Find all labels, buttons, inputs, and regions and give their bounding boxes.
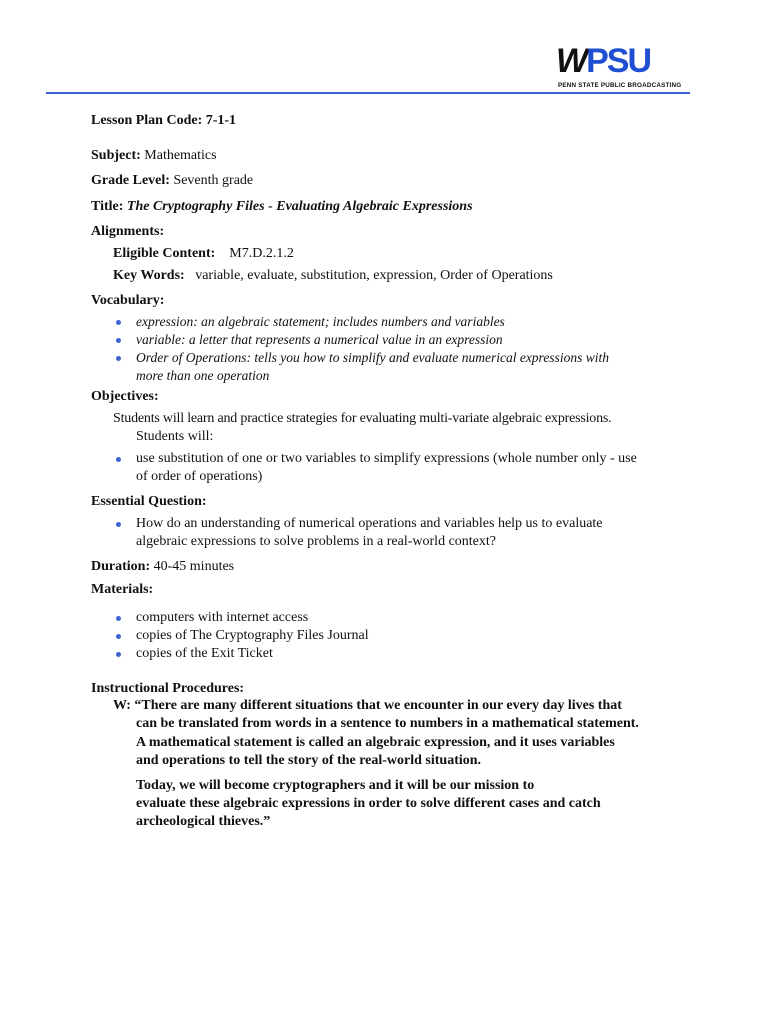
subject-value: Mathematics xyxy=(144,148,217,163)
bullet-icon xyxy=(116,522,121,527)
grade-line xyxy=(91,172,253,190)
duration-label: Duration: xyxy=(91,559,151,574)
bullet-icon xyxy=(116,457,121,462)
material-item: copies of The Cryptography Files Journal xyxy=(136,628,369,643)
procedure-line: archeological thieves.” xyxy=(136,814,271,829)
keywords-label: Key Words: xyxy=(113,268,185,283)
title-line xyxy=(91,198,473,216)
grade-label: Grade Level: xyxy=(91,173,170,188)
duration-value: 40-45 minutes xyxy=(153,559,235,574)
title-label: Title: xyxy=(91,199,124,214)
vocab-item: Order of Operations: tells you how to simplify and evaluate numerical expressions with xyxy=(136,350,609,365)
objective-item: use substitution of one or two variables to simplify expressions (whole number only - use xyxy=(136,451,637,466)
keywords-line xyxy=(113,267,553,285)
bullet-icon xyxy=(116,320,121,325)
logo-w: W xyxy=(556,42,587,80)
objective-item-continued: of order of operations) xyxy=(136,469,263,484)
bullet-icon xyxy=(116,356,121,361)
lesson-code-label: Lesson Plan Code: xyxy=(91,113,203,128)
bullet-icon xyxy=(116,616,121,621)
procedures-heading: Instructional Procedures: xyxy=(91,681,245,696)
objectives-intro: Students will learn and practice strategies for evaluating multi-variate algebraic expressions. xyxy=(113,411,612,426)
procedure-line: and operations to tell the story of the real-world situation. xyxy=(136,753,482,768)
logo-tagline: PENN STATE PUBLIC BROADCASTING xyxy=(558,82,682,89)
procedure-line: can be translated from words in a sentence to numbers in a mathematical statement. xyxy=(136,716,639,731)
title-value: The Cryptography Files - Evaluating Algebraic Expressions xyxy=(126,199,473,214)
procedure-line: Today, we will become cryptographers and it will be our mission to xyxy=(136,778,535,793)
subject-line xyxy=(91,147,217,165)
eligible-content-label: Eligible Content: xyxy=(113,246,216,261)
logo-mark xyxy=(556,44,682,78)
essential-question-line: algebraic expressions to solve problems in a real-world context? xyxy=(136,534,496,549)
essential-question-line: How do an understanding of numerical operations and variables help us to evaluate xyxy=(136,516,603,531)
vocab-item-continued: more than one operation xyxy=(136,368,270,383)
eligible-content-value: M7.D.2.1.2 xyxy=(229,246,294,261)
eligible-content-line xyxy=(113,245,294,263)
duration-line xyxy=(91,558,234,576)
procedure-line: A mathematical statement is called an algebraic expression, and it uses variables xyxy=(136,735,615,750)
materials-heading: Materials: xyxy=(91,582,154,597)
alignments-heading: Alignments: xyxy=(91,224,165,239)
header-divider xyxy=(46,92,690,94)
objectives-heading: Objectives: xyxy=(91,389,159,404)
vocabulary-heading: Vocabulary: xyxy=(91,293,165,308)
vocab-item: variable: a letter that represents a numerical value in an expression xyxy=(136,332,503,347)
logo-psu: PSU xyxy=(586,42,651,80)
material-item: copies of the Exit Ticket xyxy=(136,646,273,661)
procedure-line: W: “There are many different situations that we encounter in our every day lives that xyxy=(113,698,622,713)
bullet-icon xyxy=(116,338,121,343)
procedure-line: evaluate these algebraic expressions in order to solve different cases and catch xyxy=(136,796,601,811)
bullet-icon xyxy=(116,652,121,657)
lesson-code-value: 7-1-1 xyxy=(205,113,237,128)
wpsu-logo xyxy=(556,44,682,92)
keywords-value: variable, evaluate, substitution, expression, Order of Operations xyxy=(195,268,553,283)
subject-label: Subject: xyxy=(91,148,141,163)
lesson-code-line xyxy=(91,112,236,130)
grade-value: Seventh grade xyxy=(173,173,254,188)
vocab-item: expression: an algebraic statement; includes numbers and variables xyxy=(136,314,505,329)
essential-question-heading: Essential Question: xyxy=(91,494,207,509)
bullet-icon xyxy=(116,634,121,639)
students-will: Students will: xyxy=(136,429,214,444)
material-item: computers with internet access xyxy=(136,610,309,625)
